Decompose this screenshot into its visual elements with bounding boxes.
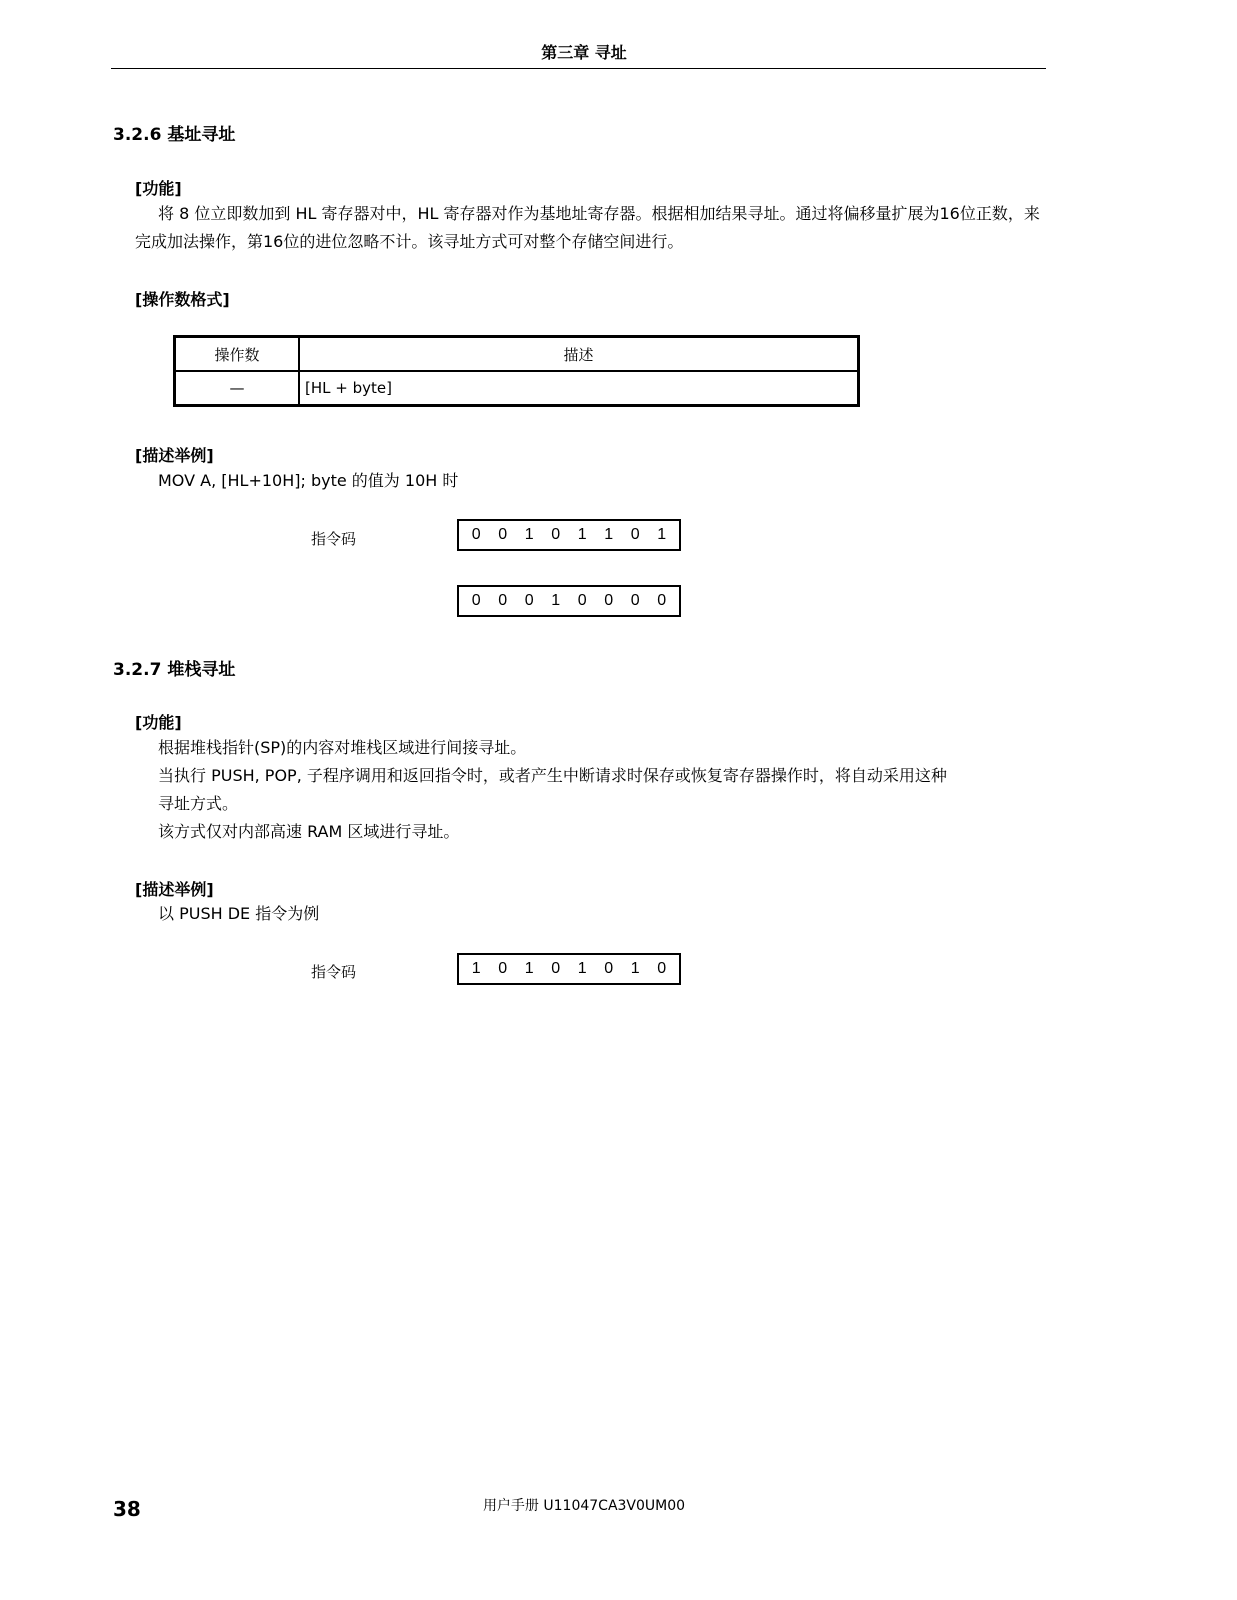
bit: 0: [604, 960, 614, 977]
section-heading-3-2-6: 3.2.6 基址寻址: [113, 125, 236, 145]
bit: 1: [551, 592, 561, 609]
table-cell-description: [HL + byte]: [299, 371, 859, 406]
bit: 1: [577, 526, 587, 543]
bit: 1: [657, 526, 667, 543]
function-line: 根据堆栈指针(SP)的内容对堆栈区域进行间接寻址。: [158, 738, 527, 757]
bit: 0: [498, 592, 508, 609]
table-header-description: 描述: [299, 337, 859, 372]
bit: 0: [630, 526, 640, 543]
bit: 0: [630, 592, 640, 609]
bit: 0: [604, 592, 614, 609]
bit: 1: [604, 526, 614, 543]
bit: 0: [551, 526, 561, 543]
instruction-code-label-3-2-6: 指令码: [311, 530, 357, 548]
bit: 0: [551, 960, 561, 977]
table-header-row: [175, 337, 859, 372]
function-line: 当执行 PUSH, POP, 子程序调用和返回指令时，或者产生中断请求时保存或恢复寄存器操作时，将自动采用这种: [158, 766, 947, 785]
function-line: 寻址方式。: [158, 794, 239, 813]
bit: 0: [657, 592, 667, 609]
function-text-3-2-6: 将 8 位立即数加到 HL 寄存器对中，HL 寄存器对作为基地址寄存器。根据相加结果寻址。通过将偏移量扩展为16位正数，来完成加法操作，第16位的进位忽略不计。该寻址方式可对整个存储空间进行。: [135, 204, 1040, 251]
footer-doc-text: 用户手册 U11047CA3V0UM00: [482, 1498, 686, 1514]
bit: 0: [657, 960, 667, 977]
example-heading-3-2-6: [描述举例]: [135, 446, 214, 465]
operand-format-heading: [操作数格式]: [135, 290, 230, 309]
example-text-3-2-6: MOV A, [HL+10H]; byte 的值为 10H 时: [158, 471, 459, 490]
bit: 0: [524, 592, 534, 609]
table-row: [175, 371, 859, 406]
bit: 0: [471, 592, 481, 609]
bit: 0: [498, 526, 508, 543]
instruction-byte-1: [457, 519, 681, 551]
bit: 0: [577, 592, 587, 609]
bit: 1: [524, 960, 534, 977]
bit: 1: [577, 960, 587, 977]
bit: 0: [498, 960, 508, 977]
example-heading-3-2-7: [描述举例]: [135, 880, 214, 899]
page-header-title: 第三章 寻址: [541, 43, 627, 62]
function-heading-3-2-7: [功能]: [135, 713, 182, 732]
function-heading-3-2-6: [功能]: [135, 179, 182, 198]
section-heading-3-2-7: 3.2.7 堆栈寻址: [113, 660, 236, 680]
bit: 1: [524, 526, 534, 543]
page-number: 38: [113, 1497, 141, 1521]
function-line: 该方式仅对内部高速 RAM 区域进行寻址。: [158, 822, 460, 841]
table-header-operand: 操作数: [175, 337, 300, 372]
example-text-3-2-7: 以 PUSH DE 指令为例: [158, 904, 320, 923]
header-rule: [111, 68, 1046, 69]
bit: 1: [471, 960, 481, 977]
bit: 0: [471, 526, 481, 543]
instruction-byte-2: [457, 585, 681, 617]
operand-table: [173, 335, 860, 407]
table-cell-operand: —: [175, 371, 300, 406]
instruction-byte-push-de: [457, 953, 681, 985]
bit: 1: [630, 960, 640, 977]
instruction-code-label-3-2-7: 指令码: [311, 963, 357, 981]
